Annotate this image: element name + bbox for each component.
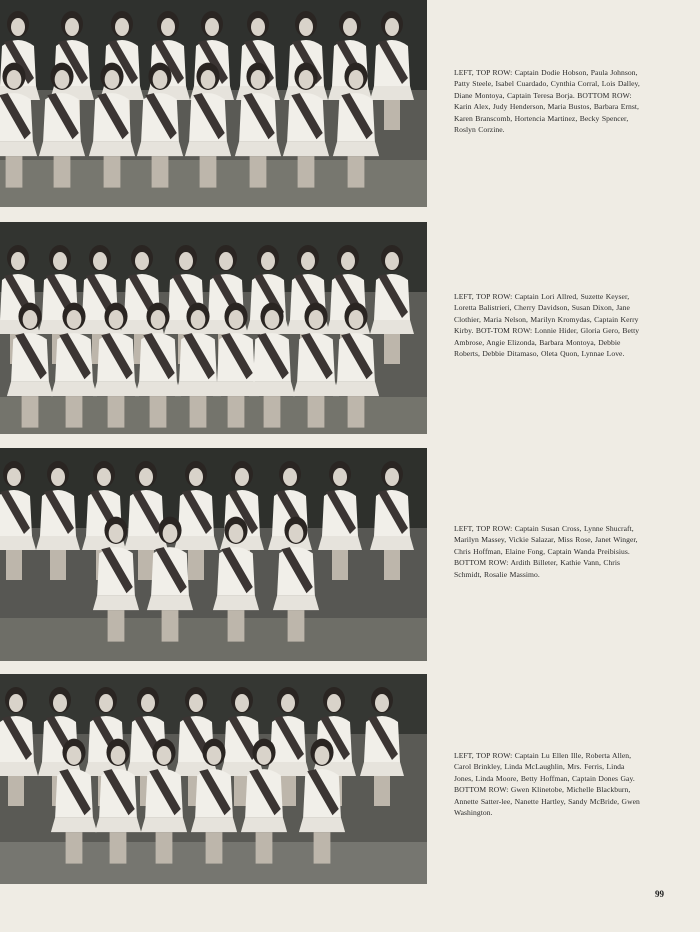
team-photo-2 [0,222,427,434]
team-photo-4 [0,674,427,884]
page-number: 99 [655,889,664,899]
photo-3-caption: LEFT, TOP ROW: Captain Susan Cross, Lynne Shucraft, Marilyn Massey, Vickie Salazar, Miss Rose, Janet Winger, Chris Hoffman, Elaine Fong, Captain Wanda Preibisius. BOTTOM ROW: Ardith Billeter, Kathie Vann, Chris Schmidt, Rosalie Massimo. [454,524,638,579]
photo-1-caption: LEFT, TOP ROW: Captain Dodie Hobson, Paula Johnson, Patty Steele, Isabel Cuardado, Cynthia Corral, Lois Dalley, Diane Montoya, Captain Teresa Borja. BOTTOM ROW: Karin Alex, Judy Henderson, Maria Bustos, Barbara Ernst, Karen Branscomb, Hortencia Martinez, Becky Spencer, Roslyn Corzine. [454,68,640,135]
team-photo-1 [0,0,427,207]
photo-4-caption: LEFT, TOP ROW: Captain Lu Ellen Ille, Roberta Allen, Carol Brinkley, Linda McLaughlin, Mrs. Ferris, Linda Jones, Linda Moore, Betty Hoffman, Captain Dones Gay. BOTTOM ROW: Gwen Klinetobe, Michelle Blackburn, Annette Satter-lee, Nanette Hartley, Sandy McBride, Gwen Washington. [454,751,640,818]
team-photo-3 [0,448,427,661]
photo-2-caption: LEFT, TOP ROW: Captain Lori Allred, Suzette Keyser, Loretta Balistrieri, Cherry Davidson, Susan Dixon, Jane Clothier, Maria Nelson, Marilyn Kromydas, Captain Kerry Kirby. BOT-TOM ROW: Lonnie Hider, Gloria Gero, Betty Ambrose, Angie Elizonda, Barbara Montoya, Debbie Roberts, Debbie Ditamaso, Oleta Quon, Lynnae Love. [454,292,640,359]
